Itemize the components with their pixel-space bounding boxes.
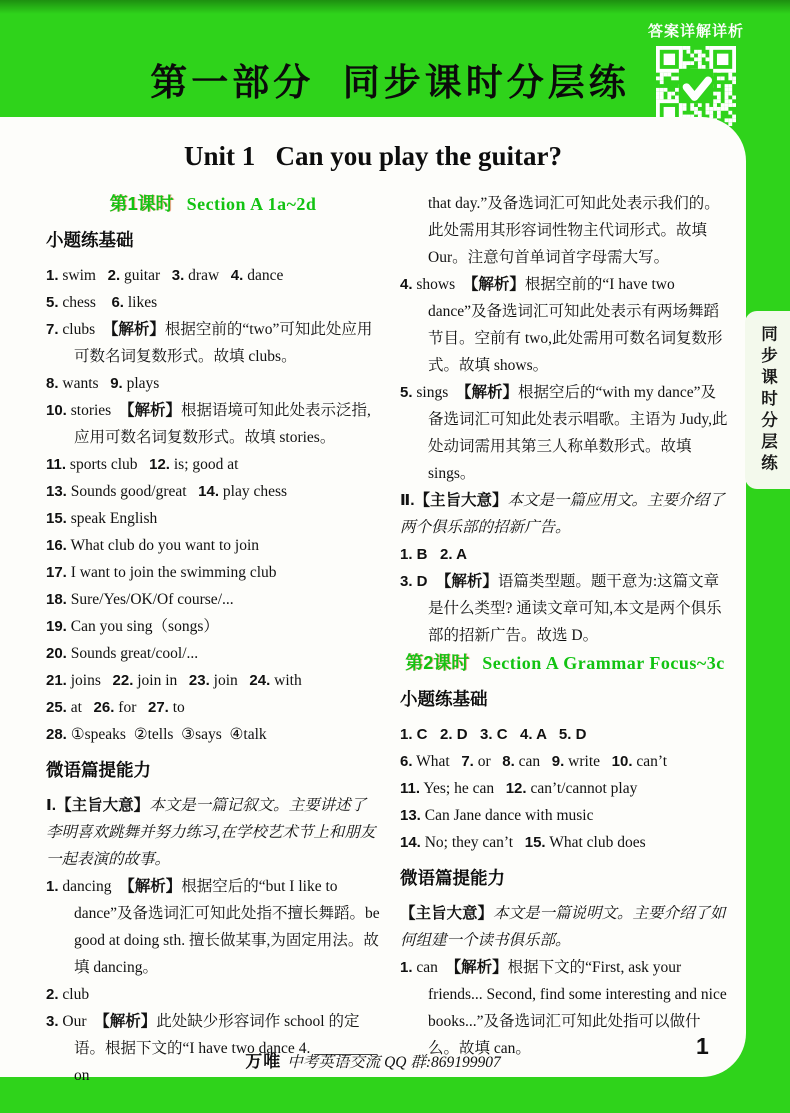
text-segment: 【解析】 [119,878,182,895]
text-segment: 25. [46,699,67,716]
answer-line [400,271,730,379]
text-segment: 【解析】 [102,321,165,338]
text-segment: that day.”及备选词汇可知此处表示我们的。此处需用其形容词性物主代词形式。故填 Our。注意句首单词首字母需大写。 [428,195,720,266]
text-segment: 3. [171,267,185,284]
text-segment: 1. [46,878,59,895]
answer-line [400,379,730,487]
text-segment: with [270,672,302,689]
text-segment: to [168,699,185,716]
text-segment: sings [412,384,457,401]
text-segment: 6. [400,753,413,770]
text-segment: 21. [46,672,67,689]
text-segment: 2. [46,986,59,1003]
text-segment: 14. [198,483,220,500]
text-segment: 4. [230,267,244,284]
answer-line [400,568,730,649]
text-segment: sports club [66,456,150,473]
page-number: 1 [696,1033,709,1059]
text-segment: 本文是一篇记叙文。主要讲述了李明喜欢跳舞并努力练习,在学校艺术节上和朋友一起表演的故事。 [46,797,376,868]
text-segment: Our [58,1013,95,1030]
answer-line [46,289,380,316]
text-segment: 13. [400,807,421,824]
text-segment: 22. [112,672,134,689]
text-segment: 3. D [400,573,436,590]
text-segment: can [514,753,552,770]
text-segment: 15. [46,510,67,527]
answer-line [400,748,730,775]
text-segment: 根据空后的“with my dance”及备选词汇可知此处表示唱歌。主语为 Judy,此处动词需用其第三人称单数形式。故填 sings。 [428,384,728,482]
text-segment: 12. [505,780,527,797]
text-segment: 8. [46,375,59,392]
lesson-heading [400,650,730,677]
lesson-section-title: Section A 1a~2d [186,194,317,214]
block-header: 微语篇提能力 [46,760,151,780]
text-segment: 9. [551,753,565,770]
text-segment: 28. [46,726,67,743]
text-segment: dance [243,267,284,284]
left-column [46,190,384,1089]
text-segment: at [66,699,94,716]
text-segment: shows [412,276,463,293]
footer-text: 中考英语交流 QQ 群:869199907 [287,1054,501,1071]
answer-line [400,802,730,829]
lesson-heading [46,191,380,218]
text-segment: guitar [120,267,172,284]
text-segment: 1. [400,959,413,976]
text-segment: 本文是一篇说明文。主要介绍了如何组建一个读书俱乐部。 [400,905,726,949]
text-segment: play chess [219,483,288,500]
answer-line [46,478,380,505]
text-segment: 5. [400,384,413,401]
answers-label: 答案详解详析 [647,23,744,40]
text-segment: What club does [545,834,646,851]
text-segment: Can you sing（songs） [66,618,219,635]
text-segment: 1. [46,267,59,284]
text-segment: 27. [147,699,169,716]
lesson-number-label: 第2课时 [405,653,470,673]
right-column [400,190,730,1089]
text-segment: dancing [58,878,120,895]
answer-line [46,721,380,748]
text-segment: 17. [46,564,67,581]
text-segment: 【解析】 [118,402,181,419]
answer-line [46,262,380,289]
summary-paragraph [400,487,730,541]
text-segment: 根据空后的“but I like to dance”及备选词汇可知此处指不擅长舞蹈。be good at doing sth. 擅长做某事,为固定用法。故填 dancing。 [74,878,384,976]
text-segment: 12. [149,456,170,473]
text-segment: 【解析】 [456,384,519,401]
text-segment: speak English [66,510,158,527]
text-segment: joins [66,672,113,689]
text-segment: 4. [400,276,413,293]
text-segment: 10. [611,753,633,770]
answer-line [400,541,730,568]
part-title: 第一部分 同步课时分层练 [150,62,630,103]
text-segment: 19. [46,618,67,635]
text-segment: 10. [46,402,67,419]
text-segment: 根据下文的“First, ask your friends... Second, find some interesting and nice books...”及备选词汇可知此处指可以做什么。故填 can。 [428,959,731,1057]
text-segment: can’t [632,753,668,770]
answer-line [46,316,380,370]
footer [0,1047,746,1072]
answer-line [46,613,380,640]
text-segment: 2. [107,267,121,284]
text-segment: plays [122,375,160,392]
text-segment: 【解析】 [94,1013,157,1030]
brand-logo: 万唯 [245,1052,282,1071]
text-segment: I want to join the swimming club [66,564,277,581]
answer-line [46,981,380,1008]
text-segment: No; they can’t [420,834,525,851]
text-segment: write [564,753,612,770]
text-segment: Sounds great/cool/... [66,645,199,662]
text-segment: swim [58,267,108,284]
text-segment: 11. [400,780,421,797]
text-segment: stories [66,402,119,419]
answer-line [46,873,384,981]
text-segment: 根据语境可知此处表示泛指,应用可数名词复数形式。故填 stories。 [74,402,371,446]
text-segment: 15. [524,834,546,851]
text-segment: What club do you want to join [66,537,260,554]
answer-line [400,775,730,802]
text-segment: 14. [400,834,421,851]
text-segment: 【主旨大意】 [400,905,494,922]
text-segment: join in [133,672,189,689]
answer-line [46,559,380,586]
qr-code-icon [656,46,736,126]
text-segment: for [114,699,148,716]
text-segment: 3. [46,1013,59,1030]
text-segment: Can Jane dance with music [420,807,594,824]
text-segment: 18. [46,591,67,608]
block-header: 小题练基础 [46,230,134,250]
text-segment: 1. C 2. D 3. C 4. A 5. D [400,726,587,743]
summary-paragraph [46,792,380,873]
text-segment: 16. [46,537,67,554]
content-panel [0,117,746,1084]
lesson-number-label: 第1课时 [109,194,174,214]
answers-block [630,20,762,126]
text-segment: wants [58,375,111,392]
lesson-section-title: Section A Grammar Focus~3c [482,653,725,673]
text-segment: 24. [249,672,271,689]
side-tab-label: 同步课时分层练 [758,324,777,476]
text-segment: 根据空前的“I have two dance”及备选词汇可知此处表示有两场舞蹈节目。空前有 two,此处需用可数名词复数形式。故填 shows。 [428,276,723,374]
text-segment: 本文是一篇应用文。主要介绍了两个俱乐部的招新广告。 [400,492,725,536]
text-segment: 20. [46,645,67,662]
text-segment: 7. [461,753,474,770]
text-segment: 8. [502,753,515,770]
text-segment: draw [184,267,231,284]
text-segment: 根据空前的“two”可知此处应用可数名词复数形式。故填 clubs。 [74,321,373,365]
text-segment: Sure/Yes/OK/Of course/... [66,591,234,608]
summary-paragraph [400,900,730,954]
answer-line [46,451,380,478]
answer-columns [0,172,746,1089]
page-top-shadow [0,0,790,14]
text-segment: 1. B 2. A [400,546,467,563]
block-header: 小题练基础 [400,689,488,709]
answer-line [46,667,380,694]
text-segment: clubs [58,321,103,338]
text-segment: likes [123,294,158,311]
continuation-line [400,190,730,271]
answer-line [46,370,380,397]
text-segment: join [209,672,250,689]
text-segment: can [412,959,446,976]
text-segment: 此处缺少形容词作 school 的定语。根据下文的“I have two dance 4. ________ on [74,1013,381,1084]
text-segment: 5. [46,294,59,311]
text-segment: Ⅰ.【主旨大意】 [46,797,150,814]
answer-line [46,397,380,451]
text-segment: or [473,753,503,770]
text-segment: 【解析】 [462,276,525,293]
answer-line [46,532,380,559]
text-segment: 23. [188,672,210,689]
side-tab [745,311,790,489]
text-segment: ①speaks ②tells ③says ④talk [66,726,267,743]
answer-line [400,829,730,856]
text-segment: 26. [93,699,115,716]
text-segment: 6. [111,294,124,311]
text-segment: 7. [46,321,59,338]
text-segment: 【解析】 [445,959,508,976]
answer-line [46,694,380,721]
text-segment: Yes; he can [420,780,506,797]
text-segment: What [412,753,462,770]
answer-line [46,505,380,532]
text-segment: 【解析】 [435,573,498,590]
text-segment: is; good at [169,456,239,473]
block-header: 微语篇提能力 [400,868,505,888]
text-segment: Ⅱ.【主旨大意】 [400,492,508,509]
text-segment: 9. [110,375,123,392]
answer-line [46,640,380,667]
text-segment: chess [58,294,112,311]
unit-title: Unit 1 Can you play the guitar? [183,141,563,171]
text-segment: 11. [46,456,67,473]
answer-line [400,721,730,748]
text-segment: 语篇类型题。题干意为:这篇文章是什么类型? 通读文章可知,本文是两个俱乐部的招新广告。故选 D。 [428,573,722,644]
answer-line [400,954,730,1062]
text-segment: 13. [46,483,67,500]
text-segment: can’t/cannot play [526,780,638,797]
answer-line [46,586,380,613]
text-segment: Sounds good/great [66,483,199,500]
text-segment: club [58,986,90,1003]
